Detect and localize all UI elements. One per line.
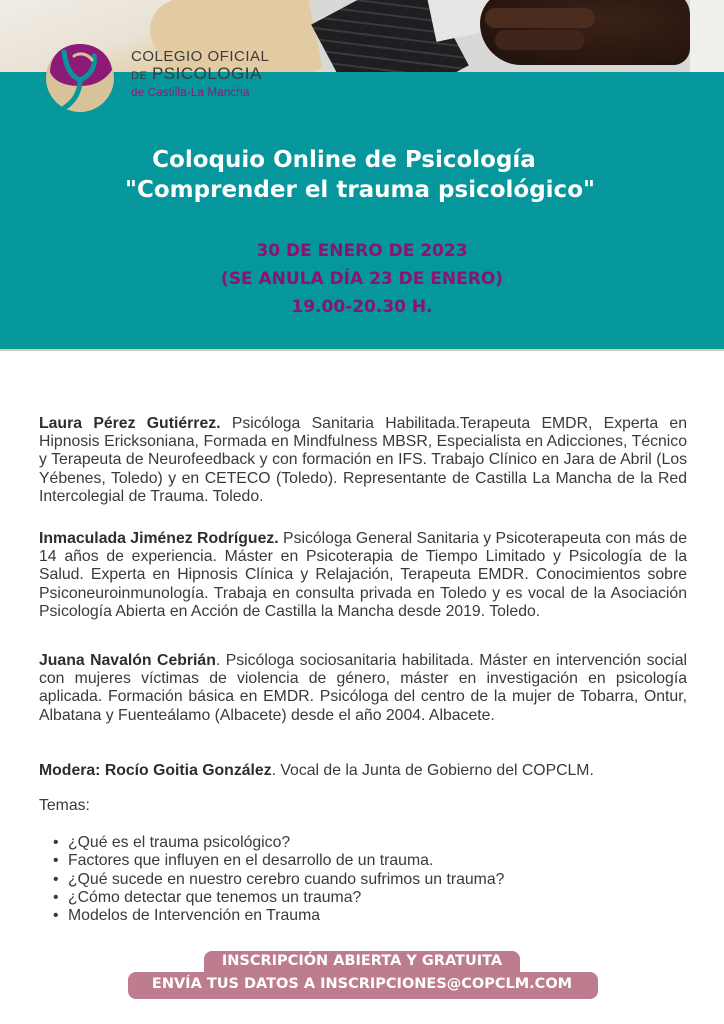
speaker-bio	[39, 415, 687, 506]
bullet-icon: •	[53, 907, 59, 925]
event-date: 30 DE ENERO DE 2023	[256, 241, 468, 261]
band-edge	[0, 349, 724, 351]
registration-email: ENVÍA TUS DATOS A INSCRIPCIONES@COPCLM.COM	[151, 976, 573, 992]
bullet-icon: •	[53, 888, 59, 906]
bullet-icon: •	[53, 852, 59, 870]
org-line2-prefix: DE	[131, 70, 148, 82]
event-time: 19.00-20.30 H.	[291, 297, 433, 317]
speaker-bio	[39, 652, 687, 725]
topics-list	[50, 834, 504, 925]
topic-text: ¿Qué es el trauma psicológico?	[68, 834, 291, 851]
speaker-description: . Psicóloga sociosanitaria habilitada. Máster en intervención social con mujeres víctimas de violencia de género, máster en investigación en psicología aplicada. Formación básica en EMDR. Psicóloga del centro de la mujer de Tobarra, Ontur, Albatana y Fuenteálamo (Albacete) desde el año 2004. Albacete.	[39, 652, 688, 724]
bullet-icon: •	[53, 870, 59, 888]
photo-finger	[485, 8, 595, 28]
org-line3: de Castilla-La Mancha	[131, 87, 250, 99]
org-line2	[131, 65, 269, 85]
psi-logo-icon	[44, 42, 116, 114]
speaker-name: Juana Navalón Cebrián	[39, 652, 216, 669]
event-title: Coloquio Online de Psicología	[152, 147, 536, 173]
topic-text: ¿Cómo detectar que tenemos un trauma?	[68, 888, 362, 906]
org-name	[131, 49, 269, 101]
registration-notice: INSCRIPCIÓN ABIERTA Y GRATUITA	[221, 953, 503, 969]
photo-sleeve	[690, 0, 724, 73]
speaker-description: Psicóloga General Sanitaria y Psicoterapeuta con más de 14 años de experiencia. Máster en Psicoterapia de Tiempo Limitado y Psicología de la Salud. Experta en Hipnosis Clínica y Relajación, Terapeuta EMDR. Conocimientos sobre Psiconeuroinmunología. Trabaja en consulta privada en Toledo y es vocal de la Asociación Psicología Abierta en Acción de Castilla la Mancha desde 2019. Toledo.	[39, 530, 687, 620]
speaker-name: Inmaculada Jiménez Rodríguez.	[39, 530, 279, 547]
speaker-bio	[39, 530, 687, 621]
topic-item	[50, 852, 504, 870]
topic-text: ¿Qué sucede en nuestro cerebro cuando sufrimos un trauma?	[68, 870, 505, 888]
moderator-description: . Vocal de la Junta de Gobierno del COPCLM.	[271, 762, 594, 779]
bullet-icon: •	[53, 834, 59, 851]
photo-finger	[495, 30, 585, 50]
speaker-name: Laura Pérez Gutiérrez.	[39, 415, 221, 432]
moderator	[39, 762, 687, 780]
topic-item	[50, 871, 504, 889]
topic-item	[50, 834, 504, 852]
topic-text: Factores que influyen en el desarrollo de un trauma.	[68, 852, 434, 870]
event-date-note: (SE ANULA DÍA 23 DE ENERO)	[220, 269, 504, 289]
speaker-description: Psicóloga Sanitaria Habilitada.Terapeuta EMDR, Experta en Hipnosis Ericksoniana, Formada en Mindfulness MBSR, Especialista en Adicciones, Técnico y Terapeuta de Neurofeedback y con formación en IFS. Trabajo Clínico en Jara de Abril (Los Yébenes, Toledo) y en CETECO (Toledo). Representante de Castilla La Mancha de la Red Intercolegial de Trauma. Toledo.	[39, 415, 687, 505]
topic-item	[50, 889, 504, 907]
org-line2-main: PSICOLOGIA	[151, 64, 262, 83]
event-subtitle: "Comprender el trauma psicológico"	[125, 177, 595, 203]
moderator-name: Modera: Rocío Goitia González	[39, 762, 272, 779]
topics-heading: Temas:	[39, 797, 90, 814]
topic-item	[50, 907, 504, 925]
topic-text: Modelos de Intervención en Trauma	[68, 907, 321, 925]
org-line1: COLEGIO OFICIAL	[131, 48, 270, 65]
